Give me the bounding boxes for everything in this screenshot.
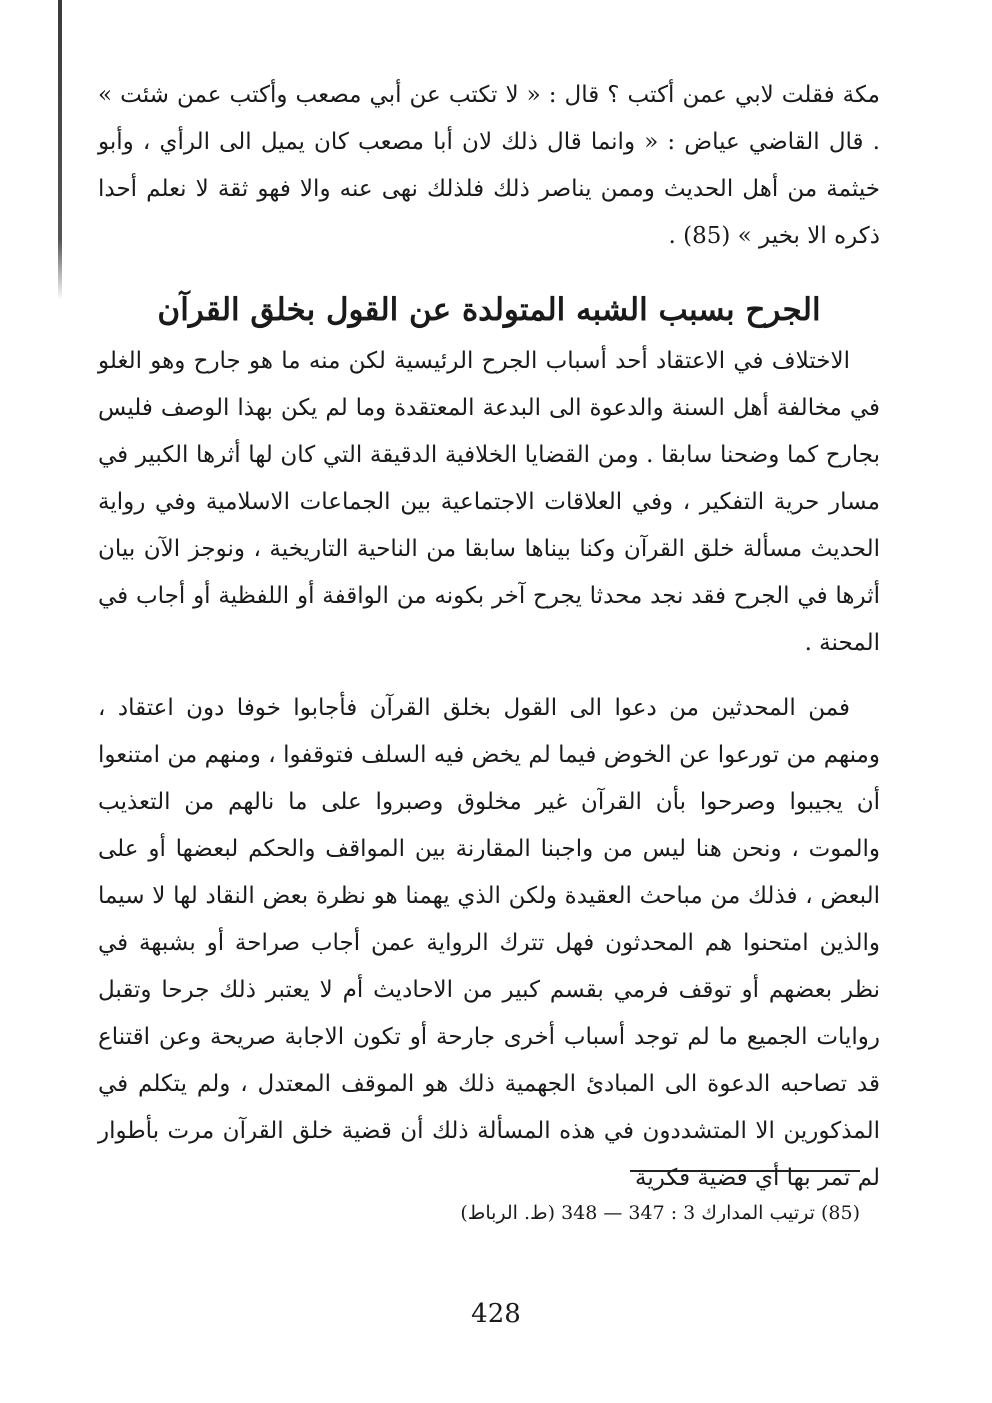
section-heading: الجرح بسبب الشبه المتولدة عن القول بخلق القرآن [157,292,821,328]
page-body [98,72,880,1202]
scan-margin-edge [58,0,62,300]
footnote: (85) ترتيب المدارك 3 : 347 — 348 (ط. الرباط) [460,1202,860,1224]
footnote-divider [630,1170,860,1172]
paragraph-2: الاختلاف في الاعتقاد أحد أسباب الجرح الرئيسية لكن منه ما هو جارح وهو الغلو في مخالفة أهل السنة والدعوة الى البدعة المعتقدة وما لم يكن بهذا الوصف فليس بجارح كما وضحنا سابقا . ومن القضايا الخلافية الدقيقة التي كان لها أثرها الكبير في مسار حرية التفكير ، وفي العلاقات الاجتماعية بين الجماعات الاسلامية وفي رواية الحديث مسألة خلق القرآن وكنا بيناها سابقا من الناحية التاريخية ، ونوجز الآن بيان أثرها في الجرح فقد نجد محدثا يجرح آخر بكونه من الواقفة أو اللفظية أو أجاب في المحنة . [98,348,880,656]
paragraph-3: فمن المحدثين من دعوا الى القول بخلق القرآن فأجابوا خوفا دون اعتقاد ، ومنهم من تورعوا عن الخوض فيما لم يخض فيه السلف فتوقفوا ، ومنهم من امتنعوا أن يجيبوا وصرحوا بأن القرآن غير مخلوق وصبروا على ما نالهم من التعذيب والموت ، ونحن هنا ليس من واجبنا المقارنة بين المواقف والحكم لبعضها أو على البعض ، فذلك من مباحث العقيدة ولكن الذي يهمنا هو نظرة بعض النقاد لها لا سيما والذين امتحنوا هم المحدثون فهل تترك الرواية عمن أجاب صراحة أو بشبهة في نظر بعضهم أو توقف فرمي بقسم كبير من الاحاديث أم لا يعتبر ذلك جرحا وتقبل روايات الجميع ما لم توجد أسباب أخرى جارحة أو تكون الاجابة صريحة وعن اقتناع قد تصاحبه الدعوة الى المبادئ الجهمية ذلك هو الموقف المعتدل ، ولم يتكلم في المذكورين الا المتشددون في هذه المسألة ذلك أن قضية خلق القرآن مرت بأطوار لم تمر بها أي قضية فكرية [98,695,880,1191]
page-number: 428 [471,1299,521,1329]
paragraph-gap [98,667,880,685]
paragraph-1: مكة فقلت لابي عمن أكتب ؟ قال : « لا تكتب عن أبي مصعب وأكتب عمن شئت » . قال القاضي عياض : « وانما قال ذلك لان أبا مصعب كان يميل الى الرأي ، وأبو خيثمة من أهل الحديث وممن يناصر ذلك فلذلك نهى عنه والا فهو ثقة لا نعلم أحدا ذكره الا بخير » (85) . [98,82,880,249]
